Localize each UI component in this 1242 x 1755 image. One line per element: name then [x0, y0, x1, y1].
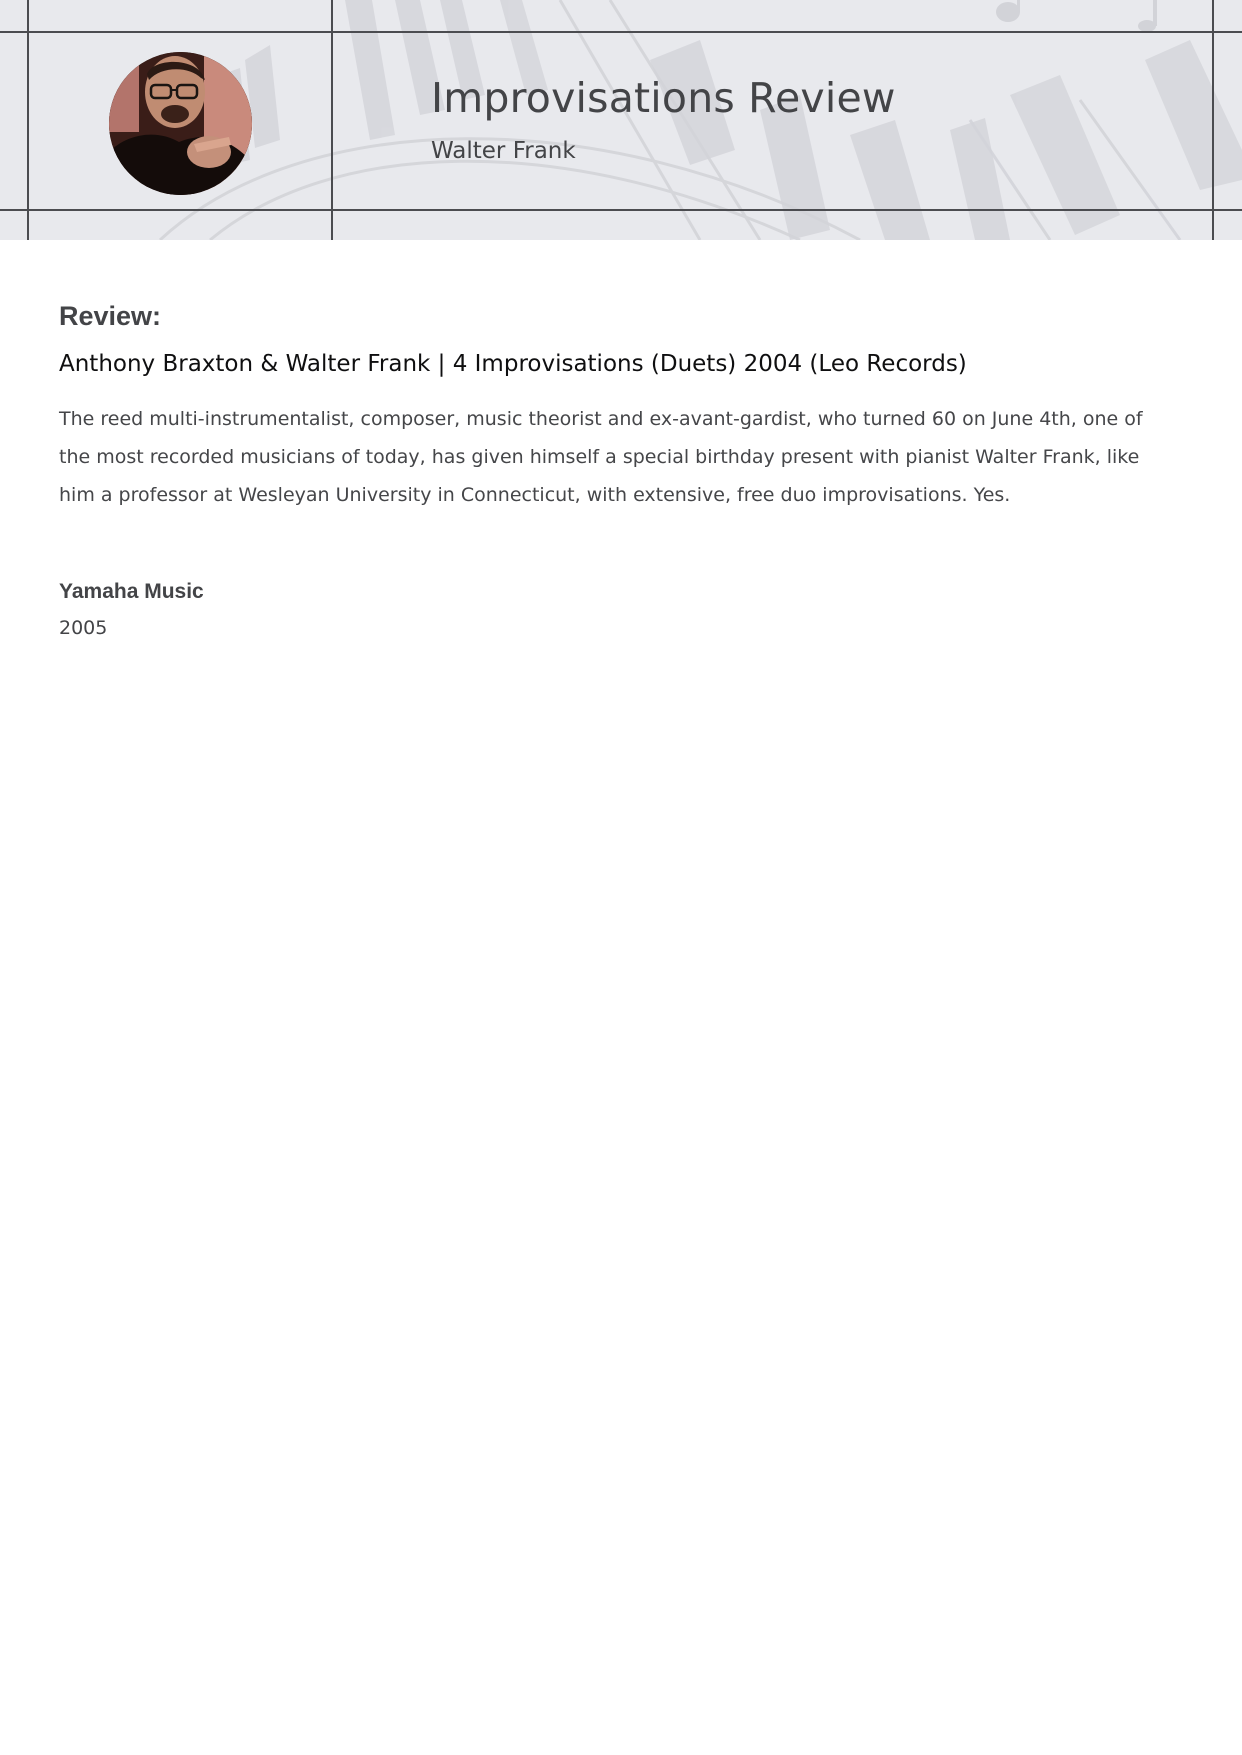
- review-section: [59, 300, 1179, 640]
- review-body: The reed multi-instrumentalist, composer, music theorist and ex-avant-gardist, who turned 60 on June 4th, one of the most recorded musicians of today, has given himself a special birthday present with pianist Walter Frank, like him a professor at Wesleyan University in Connecticut, with extensive, free duo improvisations. Yes.: [59, 408, 1143, 507]
- author-name: Walter Frank: [431, 138, 576, 164]
- page-title: Improvisations Review: [431, 74, 896, 122]
- grid-line-middle: [331, 0, 333, 240]
- review-label: Review:: [59, 301, 162, 331]
- grid-line-right: [1212, 0, 1214, 240]
- grid-line-top: [0, 31, 1242, 33]
- grid-line-bottom: [0, 209, 1242, 211]
- review-title: Anthony Braxton & Walter Frank | 4 Improvisations (Duets) 2004 (Leo Records): [59, 351, 967, 378]
- publisher-name: Yamaha Music: [59, 580, 204, 604]
- publication-year: 2005: [59, 616, 108, 639]
- header-banner: [0, 0, 1242, 240]
- grid-line-left: [27, 0, 29, 240]
- author-avatar: [109, 52, 252, 195]
- author-photo-icon: [109, 52, 252, 195]
